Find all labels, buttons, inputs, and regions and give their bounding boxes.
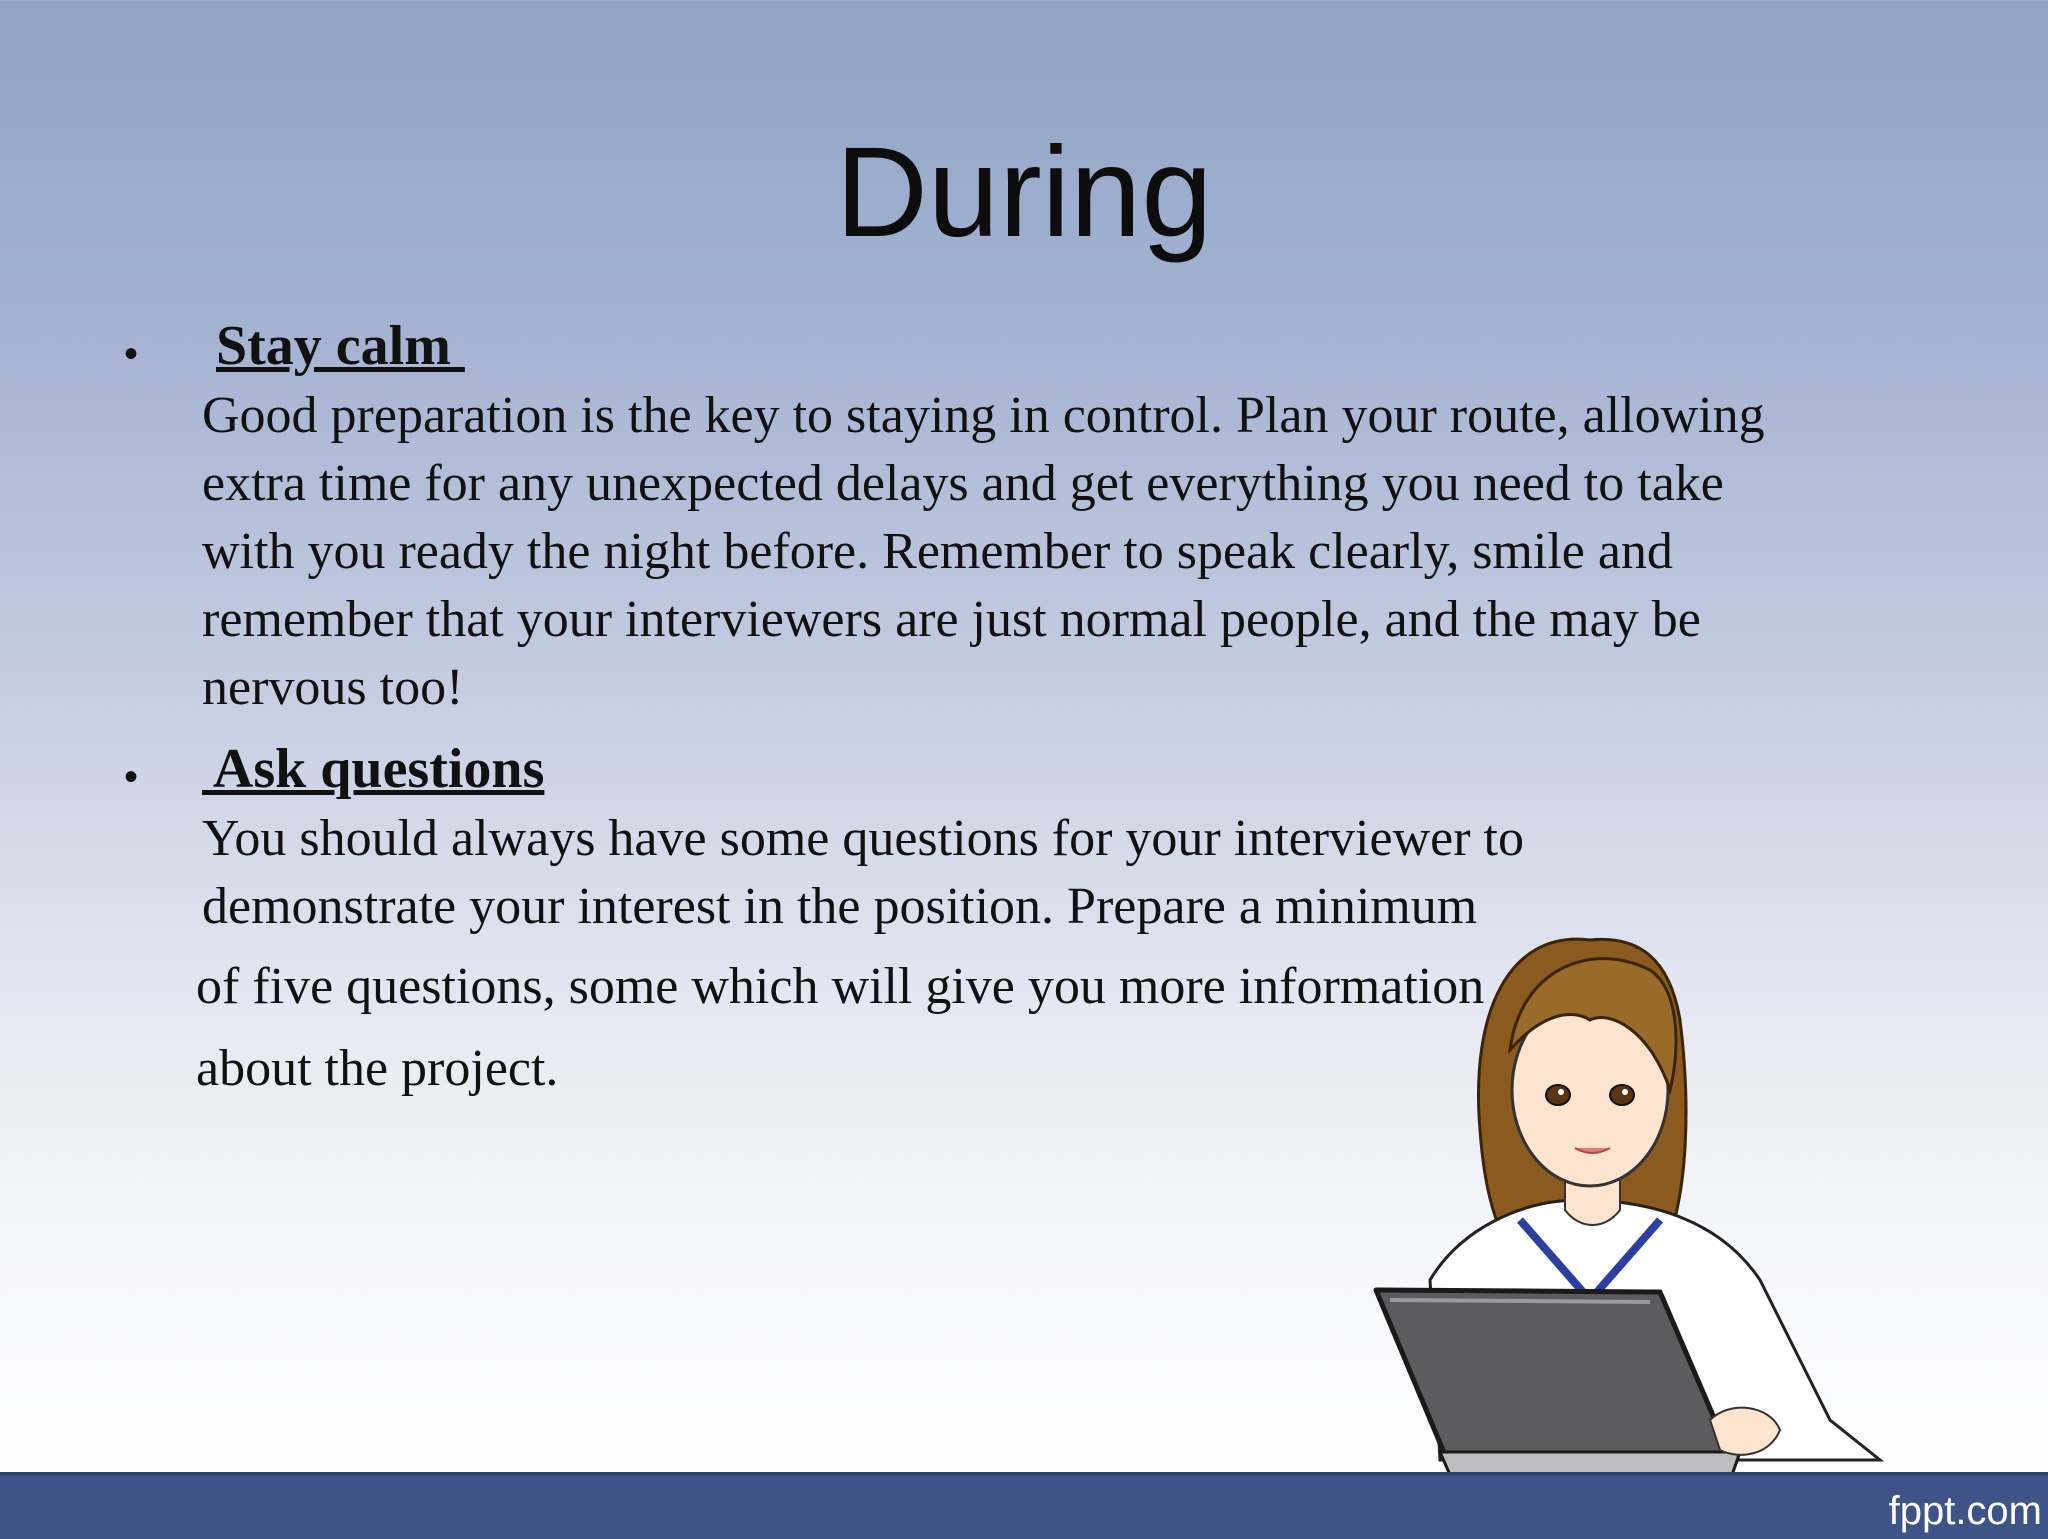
body-line: with you ready the night before. Remember to speak clearly, smile and: [202, 523, 1673, 580]
body-line: demonstrate your interest in the position. Prepare a minimum: [202, 878, 1478, 935]
section-heading-ask-questions: Ask questions: [202, 738, 545, 800]
body-line: about the project.: [196, 1040, 559, 1097]
body-line: nervous too!: [202, 659, 464, 716]
body-line: of five questions, some which will give you more information: [196, 958, 1485, 1015]
body-line: remember that your interviewers are just normal people, and the may be: [202, 591, 1701, 648]
footer-brand: fppt.com: [1888, 1489, 2042, 1533]
bullet-marker: •: [124, 755, 139, 799]
body-line: You should always have some questions for your interviewer to: [202, 810, 1524, 867]
slide-title: During: [835, 121, 1213, 264]
footer-bar: [0, 1472, 2048, 1539]
section-heading-stay-calm: Stay calm: [216, 315, 465, 377]
body-line: Good preparation is the key to staying in control. Plan your route, allowing: [202, 387, 1765, 444]
girl-with-laptop-illustration: [1360, 900, 2020, 1500]
bullet-marker: •: [124, 332, 139, 376]
body-line: extra time for any unexpected delays and get everything you need to take: [202, 455, 1724, 512]
section-body-stay-calm: [202, 382, 1952, 722]
